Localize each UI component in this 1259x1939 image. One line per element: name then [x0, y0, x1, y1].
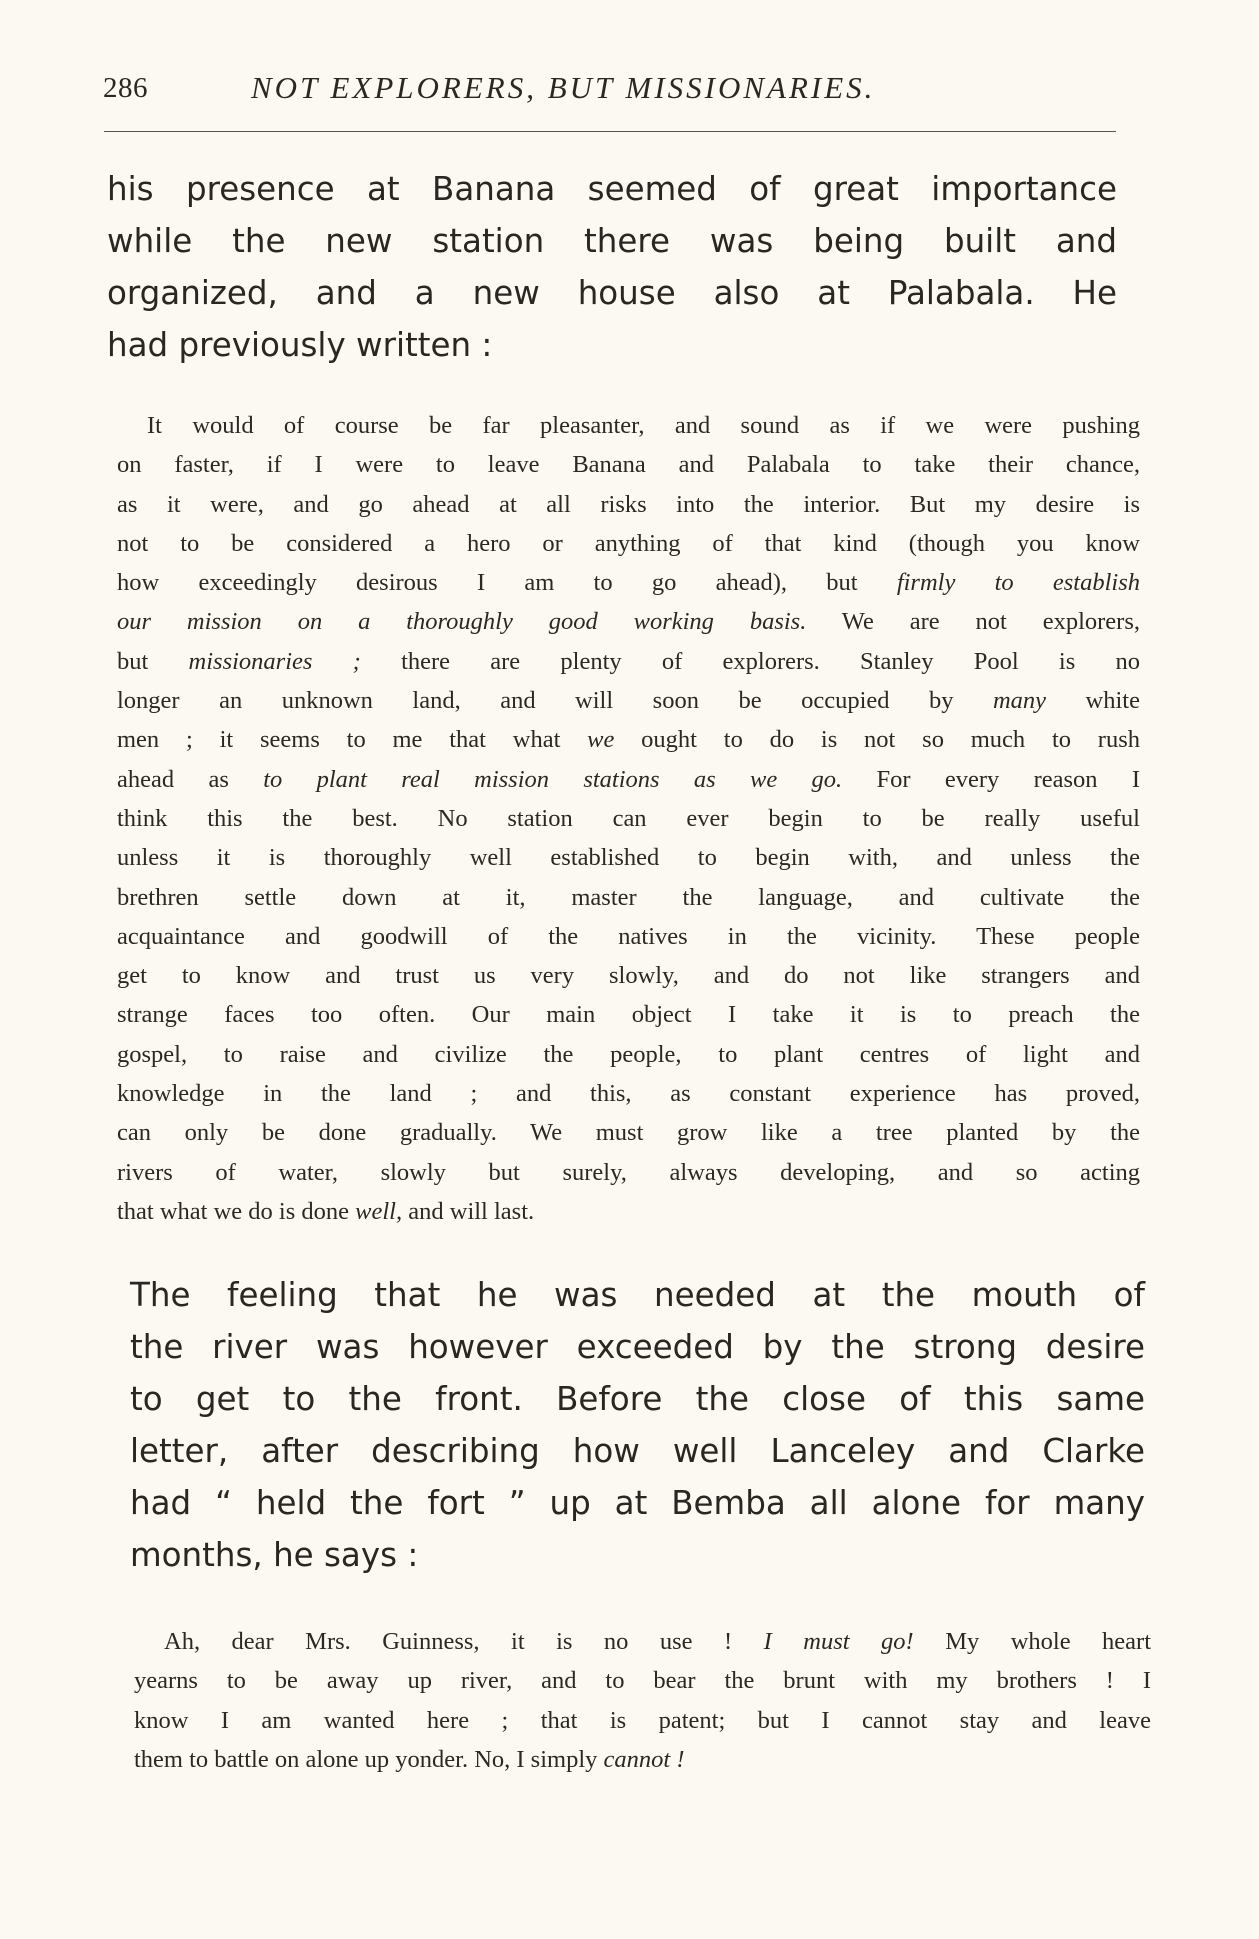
- quote-line: yearns to be away up river, and to bear the brunt with my brothers ! I: [134, 1667, 1151, 1695]
- quote-text: ahead as: [117, 765, 264, 793]
- quote-emphasis: many: [992, 687, 1047, 715]
- quote-line: acquaintance and goodwill of the natives in the vicinity. These people: [117, 922, 1140, 950]
- page-header: [103, 70, 1115, 114]
- quote-line: unless it is thoroughly well established to begin with, and unless the: [117, 844, 1140, 872]
- paragraph-2-line: The feeling that he was needed at the mouth of: [130, 1276, 1145, 1314]
- paragraph-2: [130, 1269, 1145, 1581]
- quote-text: but: [117, 647, 189, 675]
- quote-text: men ; it seems to me that what: [117, 726, 588, 754]
- paragraph-2-line: the river was however exceeded by the strong desire: [130, 1328, 1145, 1366]
- quote-emphasis: missionaries ;: [188, 647, 361, 675]
- quote-line: can only be done gradually. We must grow like a tree planted by the: [117, 1119, 1140, 1147]
- header-rule: [104, 131, 1116, 132]
- quote-line: [117, 642, 1140, 681]
- quote-line: [117, 720, 1140, 759]
- paragraph-1: [107, 163, 1117, 371]
- quote-text: We are not explorers,: [806, 608, 1140, 636]
- block-quote-2: [134, 1622, 1151, 1779]
- quote-emphasis: to plant real mission stations as we go.: [263, 765, 843, 793]
- quote-line: [117, 681, 1140, 720]
- quote-text: that what we do is done: [117, 1197, 356, 1225]
- quote-line: brethren settle down at it, master the language, and cultivate the: [117, 883, 1140, 911]
- paragraph-1-line: his presence at Banana seemed of great importance: [107, 170, 1117, 208]
- quote-line: know I am wanted here ; that is patent; but I cannot stay and leave: [134, 1706, 1151, 1734]
- quote-emphasis: cannot !: [603, 1745, 685, 1773]
- paragraph-2-line: had “ held the fort ” up at Bemba all alone for many: [130, 1484, 1145, 1522]
- quote-line: gospel, to raise and civilize the people, to plant centres of light and: [117, 1040, 1140, 1068]
- paragraph-2-line: to get to the front. Before the close of this same: [130, 1380, 1145, 1418]
- quote-text: there are plenty of explorers. Stanley Pool is no: [360, 647, 1140, 675]
- running-head: NOT EXPLORERS, BUT MISSIONARIES.: [251, 70, 876, 105]
- quote-line: [117, 563, 1140, 602]
- quote-line: rivers of water, slowly but surely, always developing, and so acting: [117, 1158, 1140, 1186]
- quote-text: them to battle on alone up yonder. No, I simply: [134, 1745, 604, 1773]
- quote-text: Ah, dear Mrs. Guinness, it is no use !: [164, 1628, 764, 1655]
- paragraph-1-line: organized, and a new house also at Palabala. He: [107, 274, 1117, 312]
- quote-emphasis: I must go!: [763, 1628, 914, 1655]
- block-quote-1: [117, 406, 1140, 1231]
- quote-line: on faster, if I were to leave Banana and Palabala to take their chance,: [117, 451, 1140, 479]
- quote-line: knowledge in the land ; and this, as constant experience has proved,: [117, 1080, 1140, 1108]
- quote-line: as it were, and go ahead at all risks into the interior. But my desire is: [117, 490, 1140, 518]
- quote-text: For every reason I: [842, 765, 1141, 793]
- page-number: 286: [103, 72, 148, 104]
- quote-text: how exceedingly desirous I am to go ahead), but: [117, 569, 897, 597]
- quote-line: [117, 602, 1140, 641]
- quote-line: It would of course be far pleasanter, and sound as if we were pushing: [147, 412, 1140, 439]
- quote-line: strange faces too often. Our main object I take it is to preach the: [117, 1001, 1140, 1029]
- paragraph-1-line: while the new station there was being built and: [107, 222, 1117, 260]
- quote-line: [117, 1192, 1140, 1231]
- quote-line: get to know and trust us very slowly, and do not like strangers and: [117, 962, 1140, 990]
- quote-emphasis: our mission on a thoroughly good working basis.: [117, 608, 807, 636]
- quote-text: longer an unknown land, and will soon be occupied by: [117, 687, 993, 715]
- quote-line: [134, 1740, 1151, 1779]
- quote-text: My whole heart: [913, 1628, 1152, 1655]
- quote-line: think this the best. No station can ever begin to be really useful: [117, 804, 1140, 832]
- paragraph-1-line: had previously written :: [107, 326, 493, 364]
- quote-emphasis: firmly to establish: [896, 569, 1141, 597]
- quote-emphasis: well,: [355, 1197, 403, 1225]
- quote-emphasis: we: [587, 726, 615, 754]
- quote-line: [134, 1622, 1151, 1661]
- quote-text: white: [1046, 687, 1140, 715]
- quote-line: [117, 760, 1140, 799]
- quote-text: ought to do is not so much to rush: [614, 726, 1140, 754]
- quote-line: not to be considered a hero or anything of that kind (though you know: [117, 529, 1140, 557]
- paragraph-2-line: months, he says :: [130, 1536, 419, 1574]
- paragraph-2-line: letter, after describing how well Lanceley and Clarke: [130, 1432, 1145, 1470]
- quote-text: and will last.: [402, 1197, 535, 1225]
